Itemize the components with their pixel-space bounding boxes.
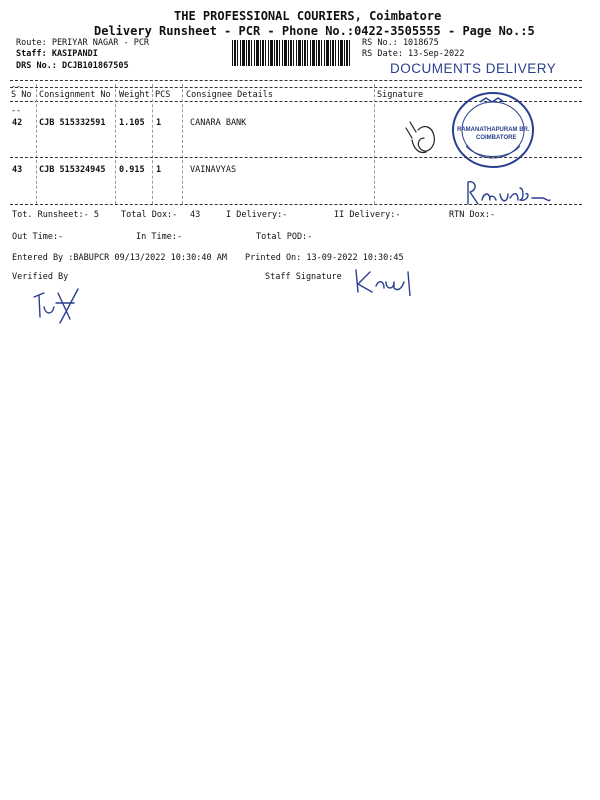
tot-runsheet: Tot. Runsheet:- 5 — [12, 210, 99, 220]
divider — [10, 157, 582, 158]
col-header-signature: Signature — [377, 90, 424, 100]
row-sno: 42 — [12, 118, 23, 128]
drs-number: DRS No.: DCJB101867505 — [16, 61, 129, 71]
bank-stamp-city: COIMBATORE — [476, 135, 517, 141]
row-weight: 1.105 — [119, 118, 145, 128]
column-separator — [182, 84, 183, 204]
runsheet-title: Delivery Runsheet - PCR - Phone No.:0422-3505555 - Page No.:5 — [94, 24, 535, 38]
barcode — [232, 40, 350, 66]
divider — [10, 87, 582, 88]
bank-stamp-branch: RAMANATHAPURAM BR. — [457, 127, 530, 133]
row-sno: 43 — [12, 165, 23, 175]
staff-signature-label: Staff Signature — [265, 272, 342, 282]
table-marker: -- — [11, 82, 22, 92]
staff-text: Staff: KASIPANDI — [16, 49, 98, 59]
ii-delivery: II Delivery:- — [334, 210, 401, 220]
total-dox-value: 43 — [190, 210, 201, 220]
row-pcs: 1 — [156, 165, 162, 175]
row-consignee: CANARA BANK — [190, 118, 247, 128]
signature-mark — [398, 118, 443, 158]
col-header-consignee: Consignee Details — [186, 90, 273, 100]
row-marker: -- — [11, 106, 22, 116]
company-title: THE PROFESSIONAL COURIERS, Coimbatore — [174, 9, 442, 23]
column-separator — [36, 84, 37, 204]
printed-on: Printed On: 13-09-2022 10:30:45 — [245, 253, 404, 263]
col-header-consignment: Consignment No — [39, 90, 111, 100]
entered-by: Entered By :BABUPCR 09/13/2022 10:30:40 AM — [12, 253, 227, 263]
row-consignment: CJB 515332591 — [39, 118, 106, 128]
column-separator — [374, 84, 375, 204]
rs-date: RS Date: 13-Sep-2022 — [362, 49, 465, 59]
in-time: In Time:- — [136, 232, 183, 242]
column-separator — [115, 84, 116, 204]
col-header-weight: Weight — [119, 90, 150, 100]
divider — [10, 204, 582, 205]
route-text: Route: PERIYAR NAGAR - PCR — [16, 38, 150, 48]
staff-signature — [350, 266, 420, 296]
col-header-pcs: PCS — [155, 90, 171, 100]
row-consignment: CJB 515324945 — [39, 165, 106, 175]
documents-delivery-stamp: DOCUMENTS DELIVERY — [390, 61, 557, 76]
verifier-signature — [30, 285, 85, 325]
row-consignee: VAINAVYAS — [190, 165, 237, 175]
divider — [10, 80, 582, 81]
row-pcs: 1 — [156, 118, 162, 128]
i-delivery: I Delivery:- — [226, 210, 288, 220]
verified-by-label: Verified By — [12, 272, 69, 282]
rs-number: RS No.: 1018675 — [362, 38, 439, 48]
out-time: Out Time:- — [12, 232, 64, 242]
total-dox-label: Total Dox:- — [121, 210, 178, 220]
rtn-dox: RTN Dox:- — [449, 210, 496, 220]
total-pod: Total POD:- — [256, 232, 313, 242]
row-weight: 0.915 — [119, 165, 145, 175]
column-separator — [152, 84, 153, 204]
col-header-sno: S No — [11, 90, 32, 100]
